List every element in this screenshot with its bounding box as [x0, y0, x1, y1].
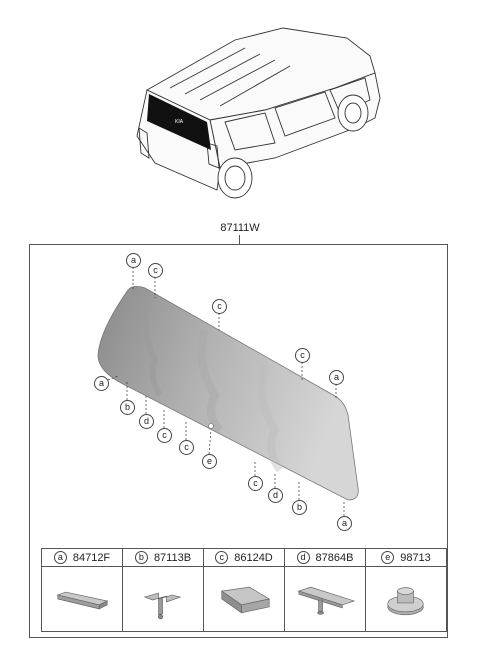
callout-c: c [295, 348, 310, 363]
rectangular-strip-part-icon [42, 567, 122, 631]
callout-e: e [202, 454, 217, 469]
callout-d: d [139, 414, 154, 429]
legend-item-d [285, 549, 366, 631]
callout-a: a [337, 516, 352, 531]
callout-c: c [179, 440, 194, 455]
callout-c: c [212, 299, 227, 314]
parts-legend [41, 548, 447, 632]
rear-glass-panel [98, 286, 358, 500]
callout-b: b [120, 400, 135, 415]
callout-d: d [268, 488, 283, 503]
legend-item-b [123, 549, 204, 631]
grommet-part-icon [366, 567, 446, 631]
callout-c: c [148, 263, 163, 278]
legend-part-number: 86124D [234, 551, 273, 564]
legend-item-a [42, 549, 123, 631]
legend-part-number: 87113B [153, 551, 192, 564]
bracket-part-icon [123, 567, 203, 631]
callout-a: a [329, 370, 344, 385]
spacer-block-part-icon [204, 567, 284, 631]
stud-plate-part-icon [285, 567, 365, 631]
legend-letter: c [215, 551, 228, 564]
legend-item-e [366, 549, 446, 631]
legend-part-number: 87864B [315, 551, 354, 564]
callout-a: a [126, 253, 141, 268]
callout-c: c [157, 428, 172, 443]
assembly-part-number: 87111W [220, 222, 260, 234]
legend-letter: e [381, 551, 394, 564]
svg-text:KIA: KIA [175, 119, 184, 125]
legend-part-number: 98713 [400, 551, 431, 564]
legend-letter: b [135, 551, 148, 564]
legend-letter: a [54, 551, 67, 564]
callout-b: b [292, 500, 307, 515]
legend-item-c [204, 549, 285, 631]
callout-a: a [94, 376, 109, 391]
legend-part-number: 84712F [72, 551, 111, 564]
callout-c: c [248, 476, 263, 491]
legend-letter: d [297, 551, 310, 564]
